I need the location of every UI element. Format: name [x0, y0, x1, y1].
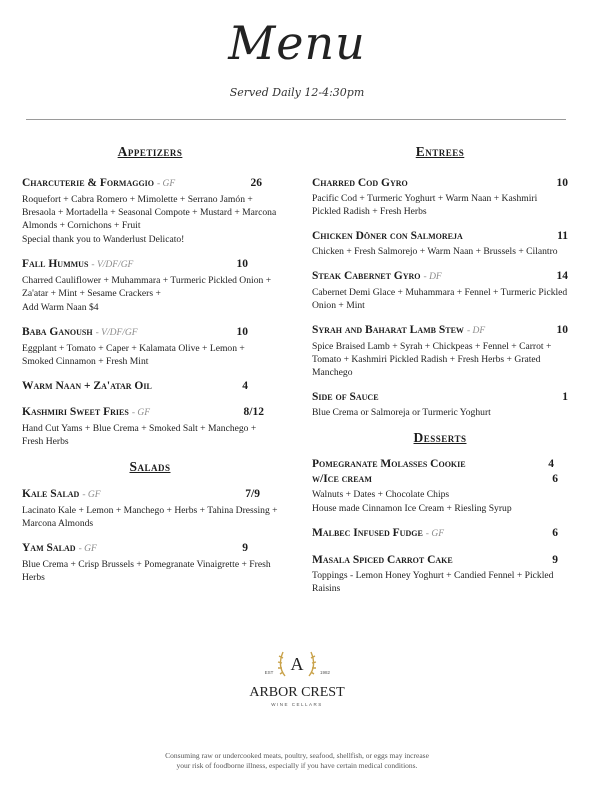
- item-tag: - GF: [78, 544, 97, 554]
- menu-item: [22, 379, 278, 394]
- item-name: Warm Naan + Za'atar Oil: [22, 380, 152, 392]
- menu-item: [312, 269, 568, 312]
- item-price: 9: [242, 542, 248, 554]
- item-price: 9: [552, 554, 558, 566]
- menu-item: [22, 405, 278, 448]
- item-description: Chicken + Fresh Salmorejo + Warm Naan + Brussels + Cilantro: [312, 246, 558, 257]
- appetizers-heading: Appetizers: [117, 144, 183, 159]
- menu-item: [312, 526, 568, 542]
- logo-sub: WINE CELLARS: [271, 702, 323, 707]
- item-name: Steak Cabernet Gyro: [312, 270, 421, 282]
- item-tag: - V/DF/GF: [95, 328, 138, 338]
- arbor-crest-logo: [247, 648, 347, 716]
- item-price: 4: [548, 458, 554, 470]
- menu-item: [312, 323, 568, 379]
- item-note: House made Cinnamon Ice Cream + Riesling Syrup: [312, 503, 512, 514]
- logo-letter: A: [290, 654, 304, 674]
- left-column: [22, 144, 278, 595]
- item-price: 4: [242, 380, 248, 392]
- logo-year: 1982: [319, 670, 331, 675]
- item-tag: - DF: [423, 272, 442, 282]
- item-price: 1: [562, 391, 568, 403]
- item-name: Malbec Infused Fudge: [312, 527, 423, 539]
- menu-title: Menu: [228, 16, 366, 70]
- menu-item: [312, 390, 568, 419]
- item-tag: - V/DF/GF: [91, 260, 134, 270]
- item-tag: - GF: [425, 529, 444, 539]
- item-name-variant: w/Ice cream: [312, 473, 372, 485]
- menu-item: [22, 257, 278, 314]
- menu-item: [312, 457, 568, 515]
- item-name: Baba Ganoush: [22, 326, 93, 338]
- item-description: Lacinato Kale + Lemon + Manchego + Herbs + Tahina Dressing + Marcona Almonds: [22, 505, 278, 529]
- item-name: Fall Hummus: [22, 258, 89, 270]
- disclaimer-line-2: your risk of foodborne illness, especially if you have certain medical conditions.: [176, 761, 418, 770]
- item-description: Charred Cauliflower + Muhammara + Turmeric Pickled Onion + Za'atar + Mint + Sesame Crackers +: [22, 275, 272, 299]
- item-price: 7/9: [245, 488, 260, 500]
- item-name: Syrah and Baharat Lamb Stew: [312, 324, 464, 336]
- item-description: Cabernet Demi Glace + Muhammara + Fennel + Turmeric Pickled Onion + Mint: [312, 287, 568, 311]
- item-note: Special thank you to Wanderlust Delicato!: [22, 234, 185, 245]
- item-description: Spice Braised Lamb + Syrah + Chickpeas + Fennel + Carrot + Tomato + Kashmiri Pickled Radish + Fresh Herbs + Grated Manchego: [312, 341, 552, 378]
- health-disclaimer: [140, 751, 454, 771]
- menu-subtitle: Served Daily 12-4:30pm: [229, 86, 365, 99]
- entrees-heading: Entrees: [415, 144, 465, 159]
- item-name: Kashmiri Sweet Fries: [22, 406, 129, 418]
- item-price: 10: [236, 258, 248, 270]
- item-description: Walnuts + Dates + Chocolate Chips: [312, 489, 450, 500]
- menu-item: [312, 176, 568, 218]
- item-name: Yam Salad: [22, 542, 76, 554]
- item-price: 14: [556, 270, 568, 282]
- menu-item: [22, 541, 278, 584]
- item-price: 10: [236, 326, 248, 338]
- item-description: Toppings - Lemon Honey Yoghurt + Candied Fennel + Pickled Raisins: [312, 570, 554, 594]
- item-description: Hand Cut Yams + Blue Crema + Smoked Salt + Manchego + Fresh Herbs: [22, 423, 257, 447]
- item-price: 26: [250, 177, 262, 189]
- item-name: Chicken Döner con Salmoreja: [312, 230, 463, 242]
- menu-item: [22, 176, 278, 246]
- item-tag: - GF: [157, 179, 176, 189]
- item-tag: - GF: [131, 408, 151, 418]
- item-description: Blue Crema or Salmoreja or Turmeric Yoghurt: [312, 407, 491, 418]
- item-name: Charred Cod Gyro: [312, 177, 408, 189]
- item-price-variant: 6: [552, 473, 558, 485]
- logo-est: EST: [264, 670, 274, 675]
- item-note: Add Warm Naan $4: [22, 302, 99, 313]
- item-tag: - GF: [82, 490, 101, 500]
- menu-item: [312, 553, 568, 595]
- item-price: 10: [556, 177, 568, 189]
- item-name: Charcuterie & Formaggio: [22, 177, 154, 189]
- item-name: Kale Salad: [22, 488, 80, 500]
- disclaimer-line-1: Consuming raw or undercooked meats, poultry, seafood, shellfish, or eggs may increase: [165, 751, 429, 760]
- item-name: Side of Sauce: [312, 391, 379, 403]
- logo-brand: ARBOR CREST: [249, 685, 345, 700]
- item-name: Pomegranate Molasses Cookie: [312, 458, 466, 470]
- item-price: 10: [556, 324, 568, 336]
- menu-item: [312, 229, 568, 258]
- item-price: 11: [557, 230, 568, 242]
- item-description: Pacific Cod + Turmeric Yoghurt + Warm Naan + Kashmiri Pickled Radish + Fresh Herbs: [312, 193, 538, 217]
- desserts-heading: Desserts: [413, 430, 467, 445]
- item-description: Blue Crema + Crisp Brussels + Pomegranate Vinaigrette + Fresh Herbs: [22, 559, 271, 583]
- item-price: 6: [552, 527, 558, 539]
- right-column: [312, 144, 568, 606]
- item-tag: - DF: [466, 326, 486, 336]
- item-description: Eggplant + Tomato + Caper + Kalamata Olive + Lemon + Smoked Cinnamon + Fresh Mint: [22, 343, 245, 367]
- salads-heading: Salads: [129, 459, 171, 474]
- menu-item: [22, 487, 278, 530]
- menu-item: [22, 325, 278, 368]
- item-description: Roquefort + Cabra Romero + Mimolette + Serrano Jamón + Bresaola + Mortadella + Seasonal Compote + Mustard + Marcona Almonds + Cornichons + Fruit: [22, 194, 277, 231]
- item-price: 8/12: [243, 406, 264, 418]
- header-divider: [26, 119, 566, 120]
- item-name: Masala Spiced Carrot Cake: [312, 554, 453, 566]
